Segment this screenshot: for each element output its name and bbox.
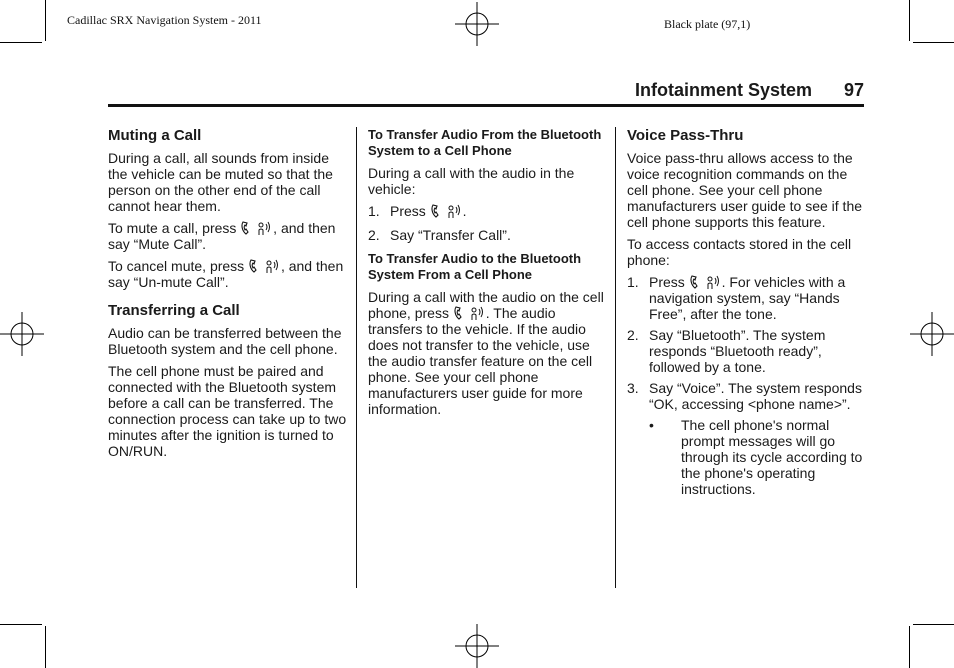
list-item (368, 227, 604, 243)
phone-handset-icon (431, 204, 442, 219)
bullet-text: The cell phone's normal prompt messages will go through its cycle according to the phone's operating instructions. (681, 417, 863, 497)
column-divider (356, 127, 357, 588)
list-item (627, 380, 867, 412)
crop-mark (913, 624, 954, 625)
phone-handset-icon (241, 221, 252, 236)
unmute-text-b: , and then say “Un-mute Call”. (108, 258, 344, 290)
crop-mark (909, 626, 910, 668)
voice-speech-icon (266, 259, 280, 274)
voice-passthru-contacts: To access contacts stored in the cell phone: (627, 236, 852, 268)
step-text-a: Press (390, 203, 426, 219)
voice-speech-icon (258, 221, 272, 236)
to-phone-intro: During a call with the audio in the vehicle: (368, 165, 575, 197)
list-item (368, 203, 604, 219)
crop-mark (0, 624, 42, 625)
to-bluetooth-text-b: . The audio transfers to the vehicle. If the audio does not transfer to the vehicle, use the audio transfer feature on the cell phone. See your cell phone manufacturers user guide for more information. (368, 305, 593, 417)
voice-passthru-steps (627, 274, 867, 497)
muting-intro: During a call, all sounds from inside the vehicle can be muted so that the person on the other end of the call cannot hear them. (108, 150, 333, 214)
step-text-b: . For vehicles with a navigation system, say “Hands Free”, after the tone. (649, 274, 846, 322)
step-number: 2. (627, 327, 639, 343)
phone-handset-icon (249, 259, 260, 274)
phone-handset-icon (454, 306, 465, 321)
voice-passthru-intro: Voice pass-thru allows access to the voice recognition commands on the cell phone. See your cell phone manufacturers user guide to see if the cell phone supports this feature. (627, 150, 863, 230)
transferring-heading: Transferring a Call (108, 302, 240, 319)
mute-text-a: To mute a call, press (108, 220, 237, 236)
step-text (649, 274, 867, 322)
step-text: Say “Transfer Call”. (390, 227, 511, 243)
registration-mark-icon (455, 624, 499, 668)
registration-mark-icon (455, 2, 499, 46)
phone-handset-icon (690, 275, 701, 290)
registration-mark-icon (0, 312, 44, 356)
plate-meta: Black plate (97,1) (664, 17, 751, 31)
to-phone-steps (368, 203, 604, 243)
bullet-item (649, 417, 867, 497)
unmute-instruction (108, 258, 348, 290)
step-number: 1. (627, 274, 639, 290)
voice-speech-icon (707, 275, 721, 290)
crop-mark (45, 0, 46, 41)
step-number: 2. (368, 227, 380, 243)
crop-mark (0, 42, 42, 43)
unmute-text-a: To cancel mute, press (108, 258, 245, 274)
crop-mark (45, 626, 46, 668)
page-header (108, 80, 864, 107)
muting-heading: Muting a Call (108, 127, 202, 144)
transferring-pairing: The cell phone must be paired and connected with the Bluetooth system before a call can be transferred. The connection process can take up to two minutes after the ignition is turned to ON/RUN. (108, 363, 347, 459)
voice-passthru-heading: Voice Pass-Thru (627, 127, 744, 144)
to-phone-heading: To Transfer Audio From the Bluetooth System to a Cell Phone (368, 127, 602, 158)
to-bluetooth-body (368, 289, 604, 417)
column-right (627, 127, 867, 503)
transferring-intro: Audio can be transferred between the Bluetooth system and the cell phone. (108, 325, 342, 357)
voice-speech-icon (471, 306, 485, 321)
step-text-a: Press (649, 274, 685, 290)
bullet-mark: • (649, 417, 654, 433)
column-left (108, 127, 348, 465)
step-number: 1. (368, 203, 380, 219)
step-number: 3. (627, 380, 639, 396)
list-item (627, 274, 867, 322)
section-title: Infotainment System (634, 80, 812, 100)
list-item (627, 327, 867, 375)
step-text-b: . (462, 203, 467, 219)
step-text: Say “Voice”. The system responds “OK, accessing <phone name>”. (649, 380, 862, 412)
to-bluetooth-heading: To Transfer Audio to the Bluetooth System From a Cell Phone (368, 251, 582, 282)
step-text: Say “Bluetooth”. The system responds “Bluetooth ready”, followed by a tone. (649, 327, 826, 375)
column-middle (368, 127, 604, 423)
mute-instruction (108, 220, 348, 252)
crop-mark (909, 0, 910, 41)
step-text (390, 203, 604, 219)
to-bluetooth-text-a: During a call with the audio on the cell phone, press (368, 289, 604, 321)
voice-speech-icon (448, 204, 462, 219)
column-divider (615, 127, 616, 588)
page-number: 97 (843, 80, 864, 100)
registration-mark-icon (910, 312, 954, 356)
crop-mark (913, 42, 954, 43)
book-title-meta: Cadillac SRX Navigation System - 2011 (67, 13, 262, 27)
mute-text-b: , and then say “Mute Call”. (108, 220, 336, 252)
